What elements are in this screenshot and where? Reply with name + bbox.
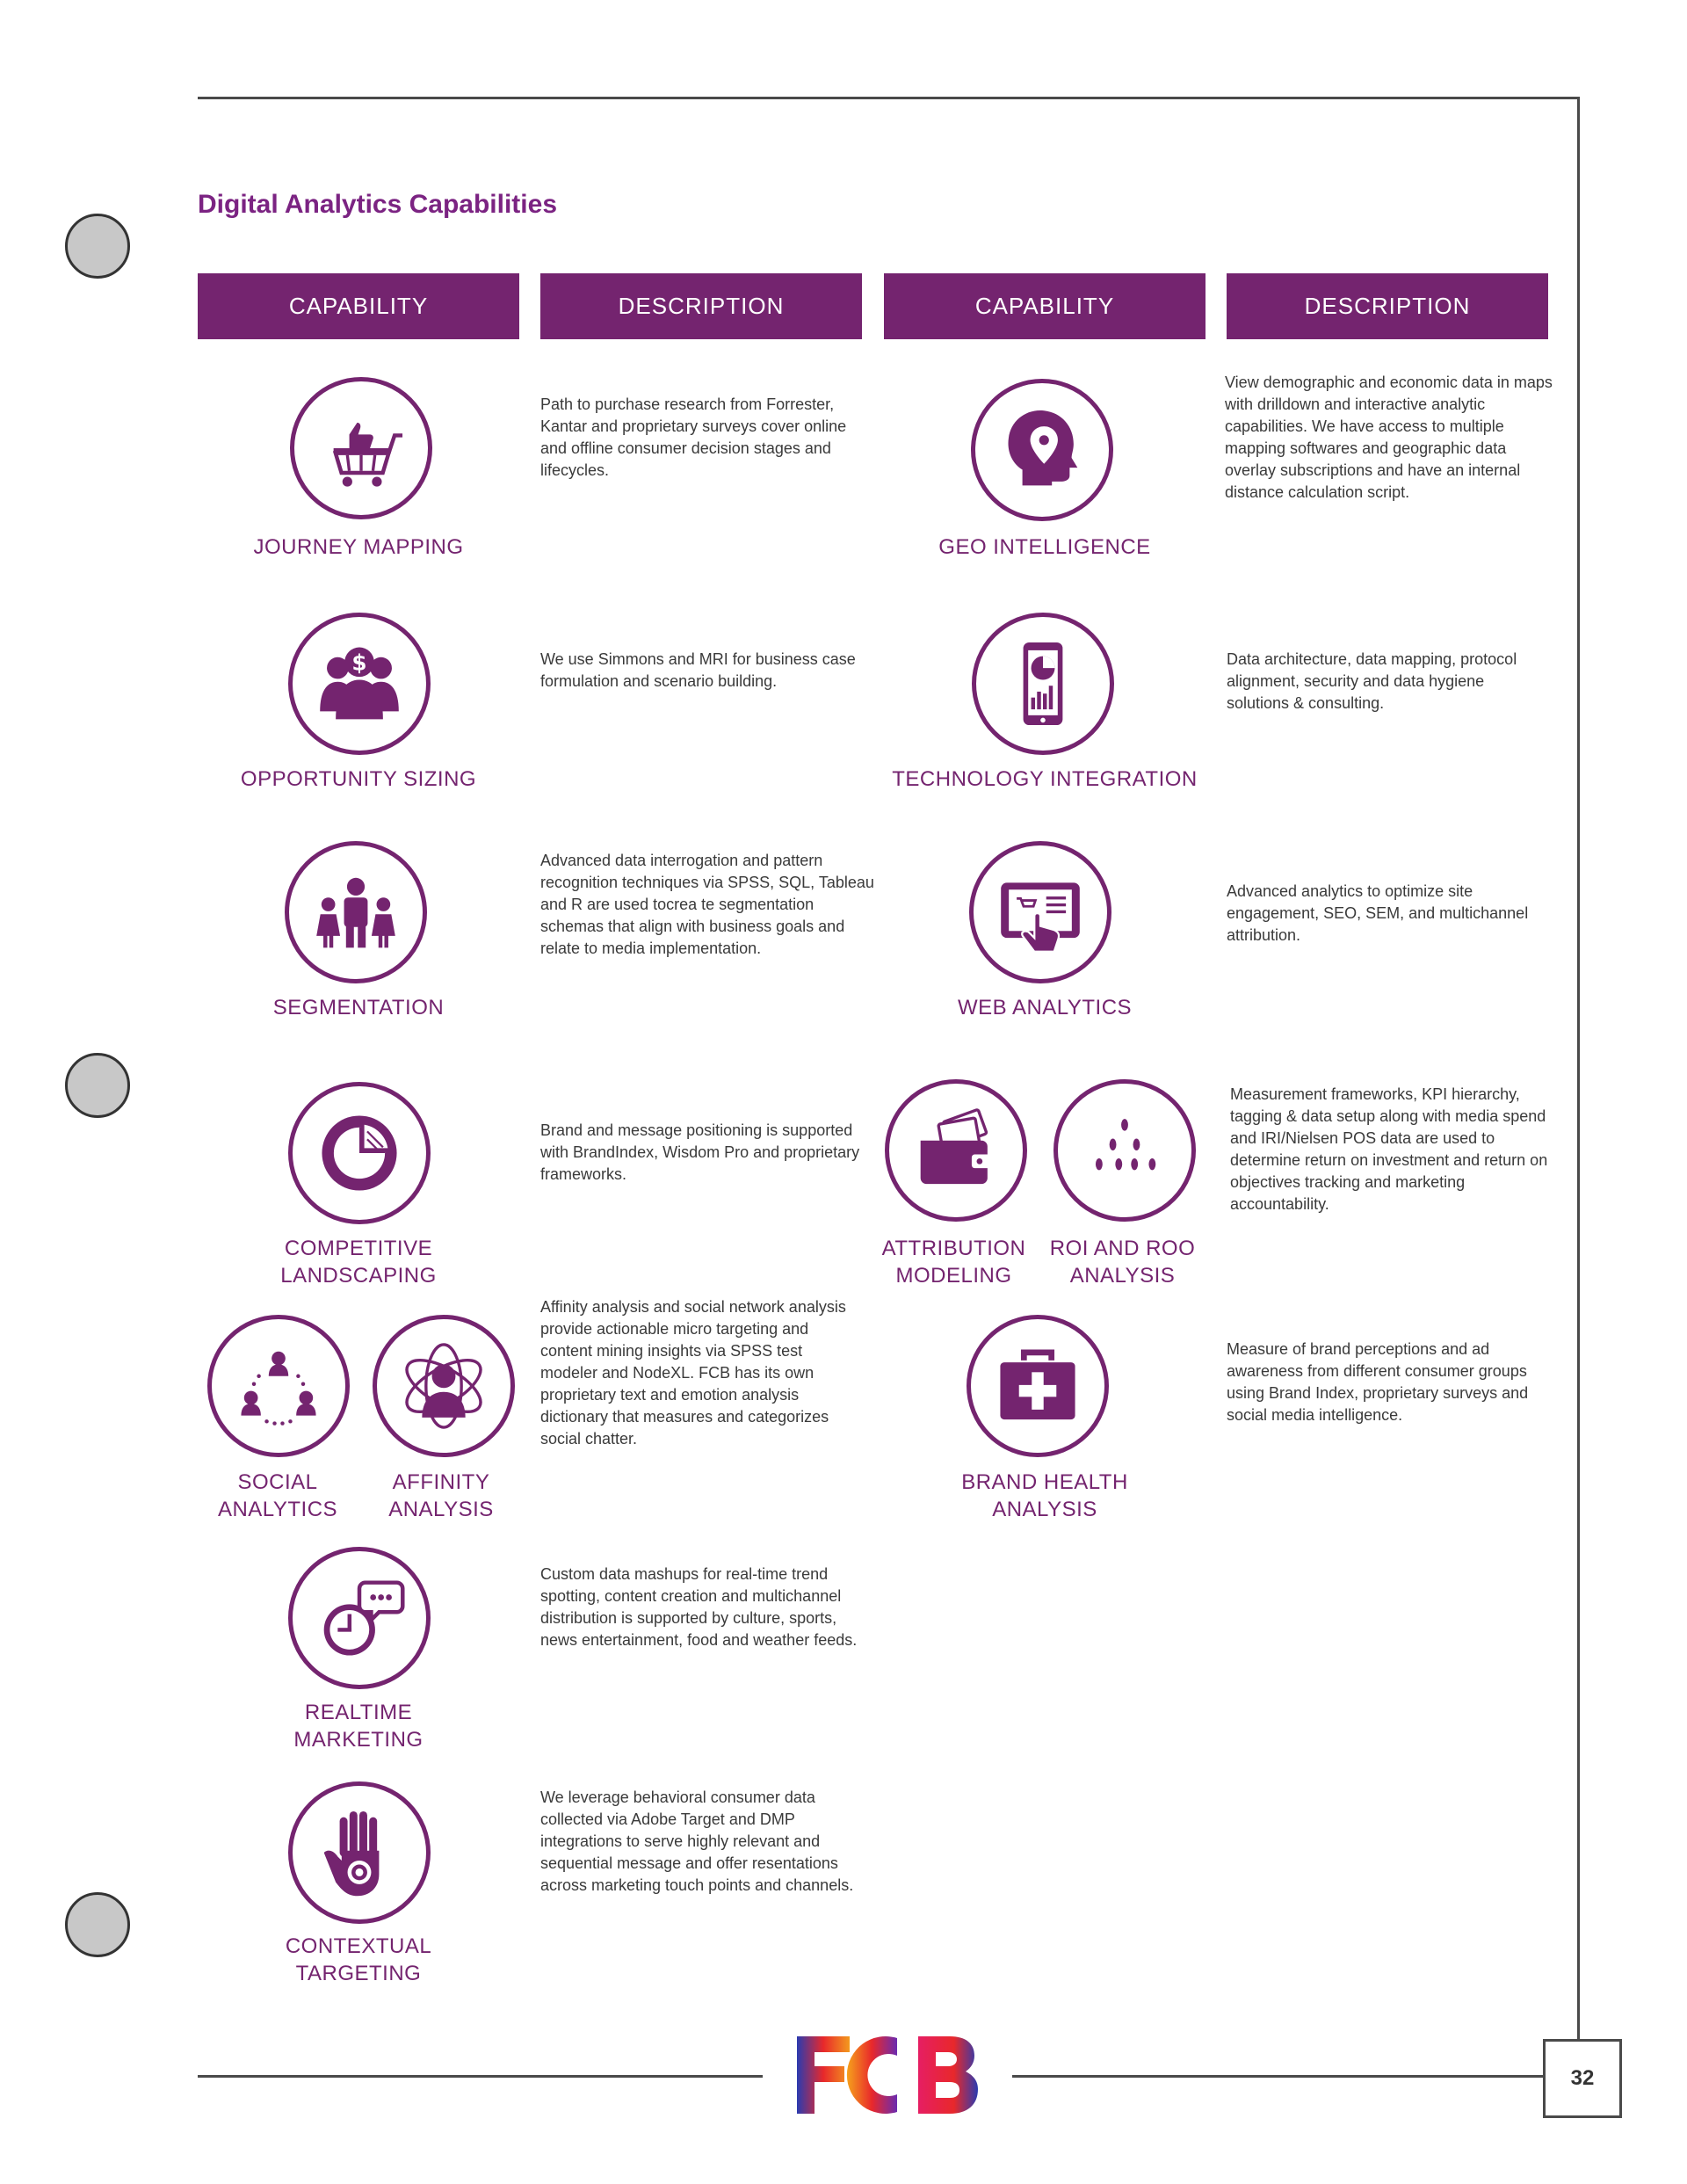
header-capability-left: CAPABILITY [198,273,519,339]
label-affinity-analysis-line1: AFFINITY [392,1470,490,1494]
label-roi-roo-analysis-line2: ANALYSIS [1069,1264,1176,1288]
footer-rule-left [198,2075,763,2078]
label-brand-health-analysis [884,1469,1206,1523]
mobile-chart-icon [972,613,1114,755]
label-realtime-marketing [202,1699,515,1753]
hand-target-icon [288,1781,431,1924]
head-location-pin-icon [971,379,1113,521]
label-social-analytics-line1: SOCIAL [237,1470,318,1494]
label-competitive-landscaping [202,1235,515,1289]
label-attribution-modeling-line1: ATTRIBUTION [881,1237,1026,1260]
label-contextual-targeting-line1: CONTEXTUAL [285,1934,432,1958]
desc-geo-intelligence: View demographic and economic data in maps with drilldown and interactive analytic capabilities. We have access to multiple mapping softwares and geographic data overlay subscriptions and have an internal distance calculation script. [1225,374,1553,501]
label-web-analytics: WEB ANALYTICS [957,996,1133,1019]
desc-contextual-targeting: We leverage behavioral consumer data collected via Adobe Target and DMP integrations to serve highly relevant and sequential message and offer resentations across marketing touch points and channels. [540,1789,854,1894]
label-realtime-marketing-line2: MARKETING [293,1728,424,1752]
page-number: 32 [1543,2039,1622,2118]
label-brand-health-analysis-line2: ANALYSIS [992,1498,1097,1521]
desc-opportunity-sizing: We use Simmons and MRI for business case formulation and scenario building. [540,650,856,690]
desc-web-analytics: Advanced analytics to optimize site engagement, SEO, SEM, and multichannel attribution. [1227,882,1529,944]
desc-journey-mapping: Path to purchase research from Forrester, Kantar and proprietary surveys cover online and offline consumer decision stages and lifecycles. [540,395,847,479]
frame-right-border [1577,97,1580,2048]
wallet-money-icon [885,1079,1027,1222]
label-geo-intelligence: GEO INTELLIGENCE [938,535,1151,559]
clock-chat-icon [288,1547,431,1689]
label-affinity-analysis [362,1469,520,1523]
medical-kit-icon [967,1315,1109,1457]
label-social-analytics [199,1469,357,1523]
desc-segmentation: Advanced data interrogation and pattern recognition techniques via SPSS, SQL, Tableau and R are used tocrea te segmentation schemas that align with business goals and relate to media implementation. [540,852,874,957]
label-competitive-landscaping-line1: COMPETITIVE [284,1237,433,1260]
svg-text:$: $ [351,649,367,676]
desc-brand-health-analysis: Measure of brand perceptions and ad awareness from different consumer groups using Brand Index, proprietary surveys and social media intelligence. [1227,1340,1529,1424]
desc-competitive-landscaping: Brand and message positioning is supported with BrandIndex, Wisdom Pro and proprietary frameworks. [540,1121,860,1183]
label-competitive-landscaping-line2: LANDSCAPING [280,1264,437,1288]
label-roi-roo-analysis [1041,1235,1204,1289]
label-technology-integration: TECHNOLOGY INTEGRATION [892,767,1198,791]
label-attribution-modeling-line2: MODELING [895,1264,1012,1288]
fcb-logo [795,2035,980,2115]
header-capability-right: CAPABILITY [884,273,1206,339]
label-contextual-targeting-line2: TARGETING [295,1962,422,1985]
label-roi-roo-analysis-line1: ROI AND ROO [1049,1237,1196,1260]
pie-chart-icon [288,1082,431,1224]
header-description-right: DESCRIPTION [1227,273,1548,339]
desc-technology-integration: Data architecture, data mapping, protocol alignment, security and data hygiene solutions & consulting. [1227,650,1517,712]
group-of-people-icon [285,841,427,983]
header-description-left: DESCRIPTION [540,273,862,339]
binder-hole-bottom [65,1892,130,1957]
seeds-dots-icon [1053,1079,1196,1222]
frame-top-border [198,97,1580,99]
social-network-icon [207,1315,350,1457]
label-opportunity-sizing: OPPORTUNITY SIZING [240,767,477,791]
label-affinity-analysis-line2: ANALYSIS [388,1498,494,1521]
binder-hole-middle [65,1053,130,1118]
tablet-touch-icon [969,841,1111,983]
label-journey-mapping: JOURNEY MAPPING [253,535,464,559]
desc-social-affinity: Affinity analysis and social network analysis provide actionable micro targeting and content mining insights via SPSS test modeler and NodeXL. FCB has its own proprietary text and emotion analysis dictionary that measures and categorizes social chatter. [540,1298,846,1448]
label-contextual-targeting [202,1933,515,1987]
label-attribution-modeling [872,1235,1035,1289]
label-realtime-marketing-line1: REALTIME [304,1701,413,1724]
desc-attribution-roi: Measurement frameworks, KPI hierarchy, tagging & data setup along with media spend and IRI/Nielsen POS data are used to determine return on investment and return on objectives tracking and marketing accountability. [1230,1085,1548,1213]
desc-realtime-marketing: Custom data mashups for real-time trend spotting, content creation and multichannel distribution is supported by culture, sports, news entertainment, food and weather feeds. [540,1565,858,1649]
shopping-cart-thumbs-up-icon [290,377,432,519]
label-social-analytics-line2: ANALYTICS [217,1498,338,1521]
page-title: Digital Analytics Capabilities [198,190,557,219]
people-dollar-icon [288,613,431,755]
footer-rule-right [1012,2075,1543,2078]
label-brand-health-analysis-line1: BRAND HEALTH [961,1470,1128,1494]
label-segmentation: SEGMENTATION [272,996,445,1019]
person-orbit-icon [373,1315,515,1457]
binder-hole-top [65,214,130,279]
